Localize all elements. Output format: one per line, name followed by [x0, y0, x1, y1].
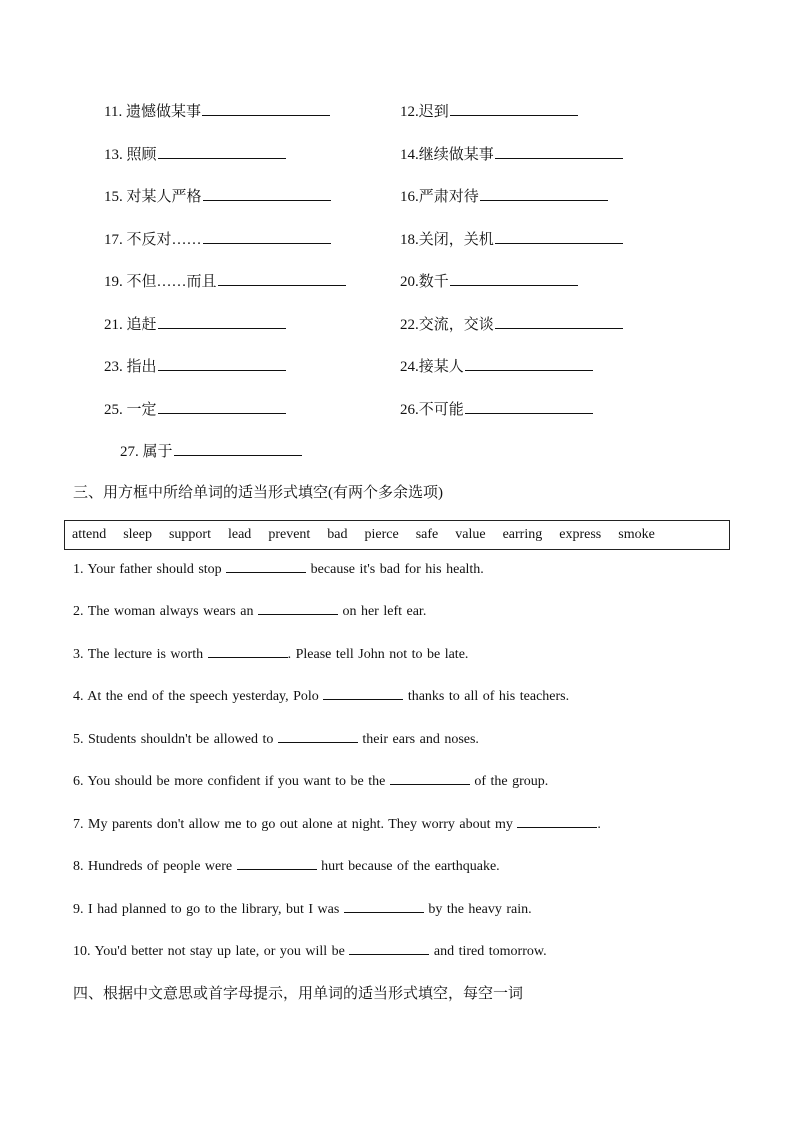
word-bank-item: smoke — [618, 527, 655, 542]
answer-blank[interactable] — [495, 314, 623, 329]
word-bank-item: prevent — [268, 527, 311, 542]
sentence-9: 9. I had planned to go to the library, but I was by the heavy rain. — [73, 899, 532, 920]
answer-blank[interactable] — [323, 686, 403, 700]
sentence-2: 2. The woman always wears an on her left ear. — [73, 601, 426, 622]
word-bank-item: attend — [72, 527, 107, 542]
word-bank-item: earring — [502, 527, 543, 542]
answer-blank[interactable] — [158, 399, 286, 414]
phrase-24: 24.接某人 — [400, 356, 593, 377]
phrase-20: 20.数千 — [400, 271, 578, 292]
answer-blank[interactable] — [202, 101, 330, 116]
phrase-21: 21. 追赶 — [104, 314, 286, 335]
answer-blank[interactable] — [450, 271, 578, 286]
phrase-18: 18.关闭，关机 — [400, 229, 623, 250]
phrase-26: 26.不可能 — [400, 399, 593, 420]
answer-blank[interactable] — [208, 644, 288, 658]
phrase-22: 22.交流，交谈 — [400, 314, 623, 335]
answer-blank[interactable] — [465, 399, 593, 414]
sentence-6: 6. You should be more confident if you want to be the of the group. — [73, 771, 548, 792]
answer-blank[interactable] — [226, 559, 306, 573]
answer-blank[interactable] — [258, 601, 338, 615]
phrase-15: 15. 对某人严格 — [104, 186, 331, 207]
section4-title: 四、根据中文意思或首字母提示，用单词的适当形式填空，每空一词 — [73, 986, 524, 1002]
sentence-8: 8. Hundreds of people were hurt because of the earthquake. — [73, 856, 500, 877]
phrase-25: 25. 一定 — [104, 399, 286, 420]
answer-blank[interactable] — [480, 186, 608, 201]
answer-blank[interactable] — [465, 356, 593, 371]
word-bank-item: express — [559, 527, 602, 542]
phrase-17: 17. 不反对…… — [104, 229, 331, 250]
phrase-11: 11. 遗憾做某事 — [104, 101, 330, 122]
phrase-16: 16.严肃对待 — [400, 186, 608, 207]
answer-blank[interactable] — [237, 856, 317, 870]
word-bank-item: pierce — [364, 527, 399, 542]
sentence-4: 4. At the end of the speech yesterday, Polo thanks to all of his teachers. — [73, 686, 569, 707]
answer-blank[interactable] — [349, 941, 429, 955]
section3-title: 三、用方框中所给单词的适当形式填空(有两个多余选项) — [73, 485, 443, 501]
answer-blank[interactable] — [344, 899, 424, 913]
phrase-14: 14.继续做某事 — [400, 144, 623, 165]
answer-blank[interactable] — [203, 229, 331, 244]
phrase-23: 23. 指出 — [104, 356, 286, 377]
sentence-1: 1. Your father should stop because it's bad for his health. — [73, 559, 484, 580]
word-bank-item: lead — [227, 527, 252, 542]
word-bank-item: value — [455, 527, 486, 542]
answer-blank[interactable] — [278, 729, 358, 743]
answer-blank[interactable] — [158, 144, 286, 159]
answer-blank[interactable] — [450, 101, 578, 116]
word-bank-box — [64, 520, 730, 550]
phrase-27: 27. 属于 — [120, 441, 302, 462]
answer-blank[interactable] — [495, 229, 623, 244]
answer-blank[interactable] — [218, 271, 346, 286]
sentence-3: 3. The lecture is worth . Please tell John not to be late. — [73, 644, 468, 665]
phrase-13: 13. 照顾 — [104, 144, 286, 165]
answer-blank[interactable] — [203, 186, 331, 201]
word-bank-item: safe — [415, 527, 439, 542]
phrase-12: 12.迟到 — [400, 101, 578, 122]
answer-blank[interactable] — [158, 356, 286, 371]
answer-blank[interactable] — [517, 814, 597, 828]
answer-blank[interactable] — [390, 771, 470, 785]
answer-blank[interactable] — [174, 441, 302, 456]
answer-blank[interactable] — [158, 314, 286, 329]
answer-blank[interactable] — [495, 144, 623, 159]
sentence-5: 5. Students shouldn't be allowed to their ears and noses. — [73, 729, 479, 750]
sentence-10: 10. You'd better not stay up late, or you will be and tired tomorrow. — [73, 941, 547, 962]
word-bank-item: sleep — [123, 527, 152, 542]
sentence-7: 7. My parents don't allow me to go out alone at night. They worry about my . — [73, 814, 601, 835]
word-bank-item: bad — [327, 527, 348, 542]
word-bank-item: support — [168, 527, 211, 542]
phrase-19: 19. 不但……而且 — [104, 271, 346, 292]
